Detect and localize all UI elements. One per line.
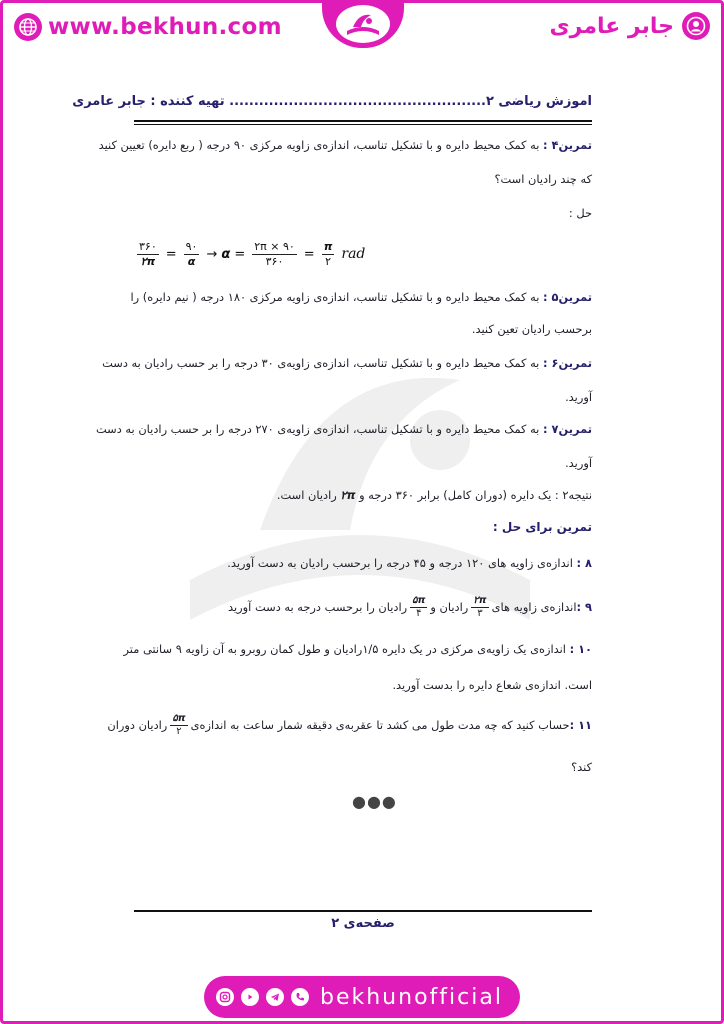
site-link[interactable]: [14, 12, 282, 42]
equals-sign: =: [165, 246, 177, 262]
question-11-number: ۱۱ :: [569, 718, 592, 732]
question-10-number: ۱۰ :: [569, 642, 592, 656]
formula-fraction-3: $\frac{۲\pi \times ۹۰}{۳۶۰}$: [254, 239, 295, 268]
site-url[interactable]: www.bekhun.com: [48, 14, 282, 40]
exercise-6-label: تمرین۶ :: [542, 356, 592, 370]
exercise-7-line2: آورید.: [565, 456, 592, 470]
question-9: ۹ : اندازه‌ی زاویه های $\frac{۲\pi}{۳}$ رادیان و $\frac{۵\pi}{۴}$ رادیان را برحسب درجه به دست آورید: [228, 594, 592, 619]
footer-divider: [134, 910, 592, 912]
equals-sign: =: [303, 246, 315, 262]
page-number: صفحه‌ی ۲: [331, 916, 395, 931]
instagram-icon[interactable]: [216, 988, 234, 1006]
exercise-6-text: به کمک محیط دایره و با تشکیل تناسب، اندازه‌ی زاویه‌ی ۳۰ درجه را بر حسب رادیان به دست: [102, 356, 543, 370]
exercise-5-text: به کمک محیط دایره و با تشکیل تناسب، اندازه‌ی زاویه مرکزی ۱۸۰ درجه ( نیم دایره) را: [130, 290, 543, 304]
question-11-line1: ۱۱ : حساب کنید که چه مدت طول می کشد تا عقربه‌ی دقیقه شمار ساعت به اندازه‌ی $\frac{۵\pi}{۲}$ رادیان دوران: [107, 712, 592, 737]
page-header: [72, 94, 592, 116]
social-handle[interactable]: bekhunofficial: [320, 984, 503, 1010]
equals-sign: =: [234, 246, 246, 262]
exercise-4-text: به کمک محیط دایره و با تشکیل تناسب، اندازه‌ی زاویه مرکزی ۹۰ درجه ( ربع دایره) تعیین کنید: [98, 138, 543, 152]
exercise-4-line2: که چند رادیان است؟: [494, 172, 592, 186]
question-8: ۸ : اندازه‌ی زاویه های ۱۲۰ درجه و ۴۵ درجه را برحسب رادیان به دست آورید.: [227, 556, 592, 570]
q9-fraction-1: $\frac{۲\pi}{۳}$: [473, 594, 487, 619]
telegram-icon[interactable]: [266, 988, 284, 1006]
exercise-4-label: تمرین۴ :: [542, 138, 592, 152]
exercise-6-line1: [102, 356, 592, 370]
proportion-formula: [134, 236, 365, 272]
globe-icon: [14, 13, 42, 41]
exercise-7-line1: [96, 422, 592, 436]
q11-fraction: $\frac{۵\pi}{۲}$: [172, 712, 186, 737]
formula-fraction-2: $\frac{۹۰}{\alpha}$: [185, 239, 198, 268]
unit-rad: rad: [341, 246, 366, 262]
formula-fraction-4: $\frac{\pi}{۲}$: [323, 239, 333, 268]
exercise-6-line2: آورید.: [565, 390, 592, 404]
alpha-symbol: α: [221, 246, 231, 262]
question-8-number: ۸ :: [576, 556, 592, 570]
header-divider: [134, 120, 592, 122]
exercise-5-line2: برحسب رادیان تعین کنید.: [471, 322, 592, 336]
social-footer[interactable]: [204, 976, 520, 1018]
practice-heading: تمرین برای حل :: [492, 520, 592, 534]
exercise-7-label: تمرین۷ :: [542, 422, 592, 436]
user-icon: [682, 12, 710, 40]
header-divider-thin: [134, 124, 592, 125]
question-10-line2: است. اندازه‌ی شعاع دایره را بدست آورید.: [392, 678, 592, 692]
page-header-title: اموزش ریاضی ۲.................................................... تهیه کننده : جابر عامری: [72, 94, 592, 109]
youtube-icon[interactable]: [241, 988, 259, 1006]
book-logo-icon: [343, 9, 383, 39]
question-9-number: ۹ :: [576, 600, 592, 614]
question-10-line1: ۱۰ : اندازه‌ی یک زاویه‌ی مرکزی در یک دایره ۱/۵رادیان و طول کمان روبرو به آن زاویه ۹ سانتی متر: [123, 642, 592, 656]
q9-fraction-2: $\frac{۵\pi}{۴}$: [412, 594, 426, 619]
exercise-5-line1: [130, 290, 592, 304]
question-11-line2: کند؟: [571, 760, 592, 774]
author-badge[interactable]: [550, 10, 710, 42]
result-2: نتیجه۲ : یک دایره (دوران کامل) برابر ۳۶۰ درجه و ۲π رادیان است.: [276, 488, 592, 502]
arrow-icon: →: [206, 246, 218, 262]
phone-icon[interactable]: [291, 988, 309, 1006]
exercise-5-label: تمرین۵ :: [542, 290, 592, 304]
author-name: جابر عامری: [549, 13, 674, 39]
end-marker: ●●●: [352, 792, 397, 811]
exercise-4-line1: [98, 138, 592, 152]
solution-label: حل :: [568, 206, 592, 220]
formula-fraction-1: $\frac{۳۶۰}{۲\pi}$: [139, 239, 157, 268]
exercise-7-text: به کمک محیط دایره و با تشکیل تناسب، اندازه‌ی زاویه‌ی ۲۷۰ درجه را بر حسب رادیان به دست: [96, 422, 543, 436]
